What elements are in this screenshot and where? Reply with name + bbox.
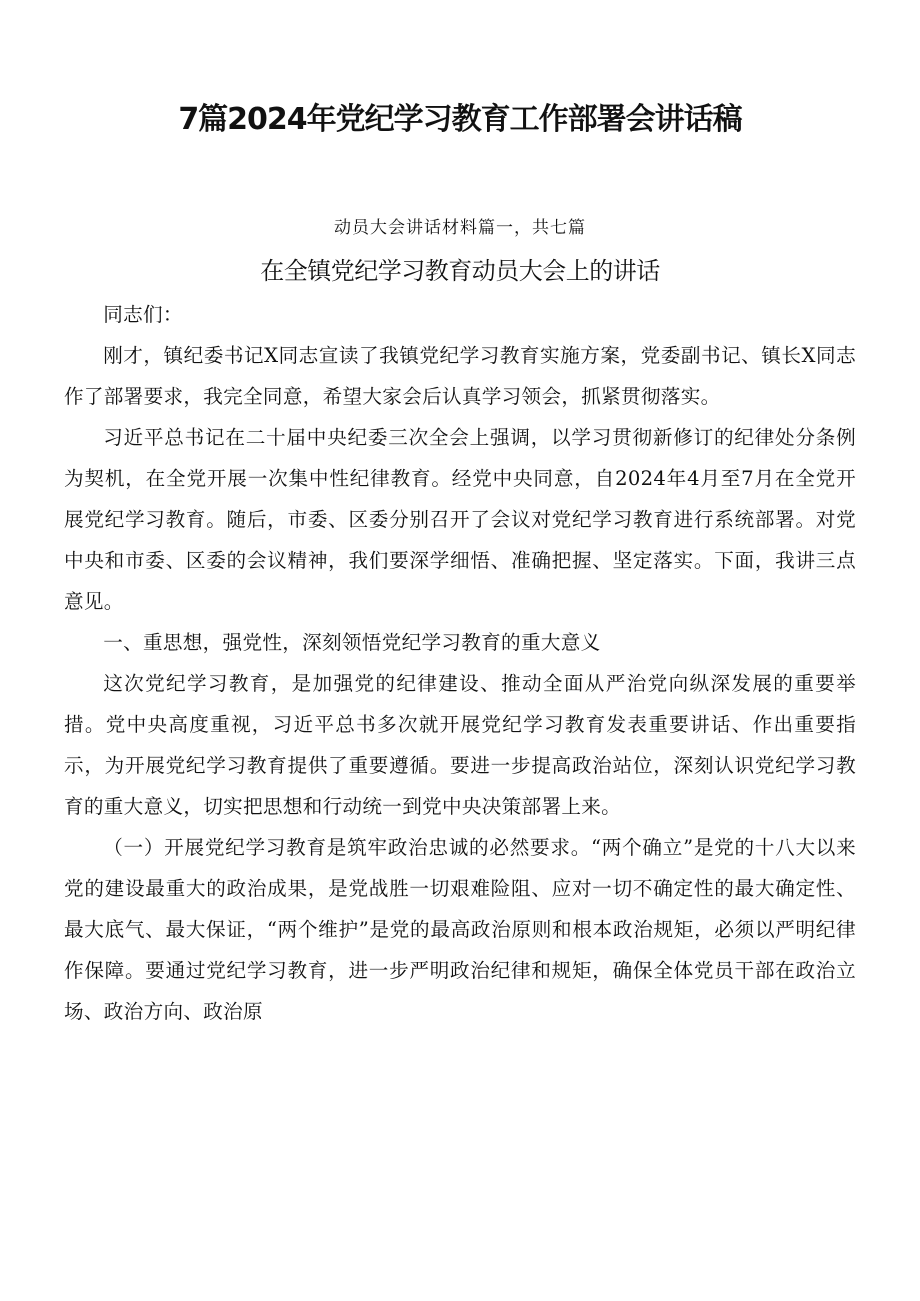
body-paragraph: 刚才，镇纪委书记X同志宣读了我镇党纪学习教育实施方案，党委副书记、镇长X同志作了部署要求，我完全同意，希望大家会后认真学习领会，抓紧贯彻落实。 [64, 344, 856, 408]
body-paragraph: 习近平总书记在二十届中央纪委三次全会上强调，以学习贯彻新修订的纪律处分条例为契机，在全党开展一次集中性纪律教育。经党中央同意，自2024年4月至7月在全党开展党纪学习教育。随后，市委、区委分别召开了会议对党纪学习教育进行系统部署。对党中央和市委、区委的会议精神，我们要深学细悟、准确把握、坚定落实。下面，我讲三点意见。 [64, 426, 856, 613]
body-paragraph: （一）开展党纪学习教育是筑牢政治忠诚的必然要求。“两个确立”是党的十八大以来党的建设最重大的政治成果，是党战胜一切艰难险阻、应对一切不确定性的最大确定性、最大底气、最大保证，“两个维护”是党的最高政治原则和根本政治规矩，必须以严明纪律作保障。要通过党纪学习教育，进一步严明政治纪律和规矩，确保全体党员干部在政治立场、政治方向、政治原 [64, 836, 856, 1023]
speech-title: 在全镇党纪学习教育动员大会上的讲话 [260, 257, 660, 285]
speech-body [64, 294, 856, 1032]
salutation: 同志们： [103, 303, 183, 326]
document-title: 7篇2024年党纪学习教育工作部署会讲话稿 [178, 102, 742, 137]
body-paragraph: 这次党纪学习教育，是加强党的纪律建设、推动全面从严治党向纵深发展的重要举措。党中央高度重视，习近平总书多次就开展党纪学习教育发表重要讲话、作出重要指示，为开展党纪学习教育提供了重要遵循。要进一步提高政治站位，深刻认识党纪学习教育的重大意义，切实把思想和行动统一到党中央决策部署上来。 [64, 672, 856, 818]
section-heading: 一、重思想，强党性，深刻领悟党纪学习教育的重大意义 [103, 631, 601, 654]
document-subtitle: 动员大会讲话材料篇一，共七篇 [334, 218, 586, 238]
